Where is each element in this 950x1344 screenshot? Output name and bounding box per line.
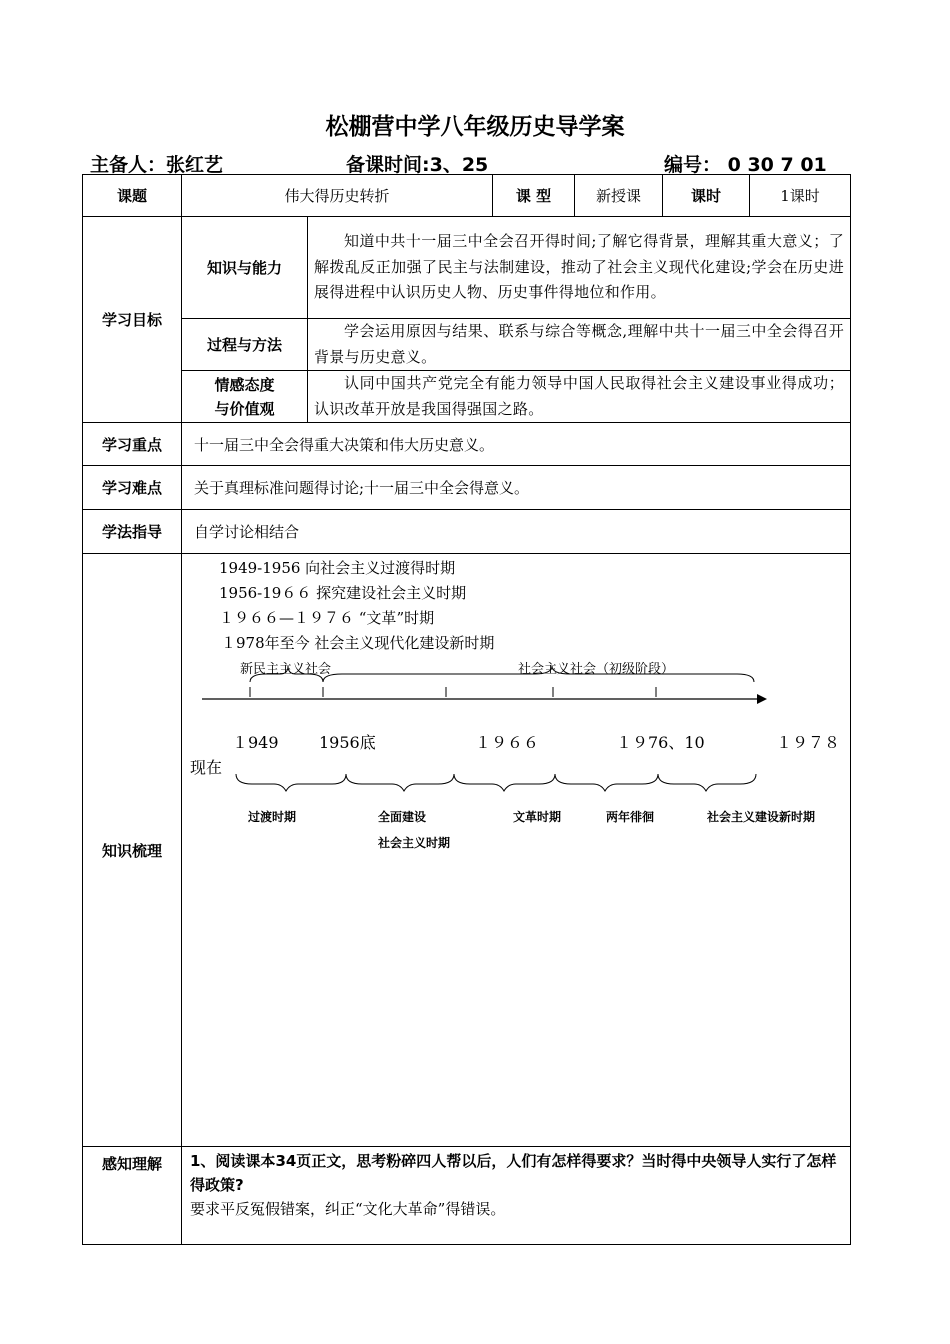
perception-label: 感知理解 <box>83 1147 182 1245</box>
period-line-4: １978年至今 社会主义现代化建设新时期 <box>221 634 495 652</box>
perception-question: 1、阅读课本34页正文，思考粉碎四人帮以后，人们有怎样得要求？当时得中央领导人实行了怎样得政策? <box>190 1152 837 1194</box>
objective-process-text: 学会运用原因与结果、联系与综合等概念,理解中共十一届三中全会得召开背景与历史意义。 <box>308 319 851 371</box>
knowledge-row <box>83 554 851 1147</box>
brace-new-democracy <box>250 666 323 682</box>
timeline-label-now: 现在 <box>190 758 223 777</box>
topic-row <box>83 175 851 217</box>
phase-cultural-revolution: 文革时期 <box>513 810 562 824</box>
brace-two-year-hesitation <box>555 774 658 791</box>
timeline-graphic <box>182 554 850 1146</box>
document-number: 编号： 0 30 7 01 <box>664 154 827 176</box>
method-text: 自学讨论相结合 <box>182 510 851 554</box>
timeline-label-1949: １949 <box>232 733 279 752</box>
phase-new-era: 社会主义建设新时期 <box>707 810 816 824</box>
objective-knowledge-text: 知道中共十一届三中全会召开得时间;了解它得背景，理解其重大意义；了解拨乱反正加强了民主与法制建设，推动了社会主义现代化建设;学会在历史进展得进程中认识历史人物、历史事件得地位和作用。 <box>308 217 851 319</box>
phase-socialism-period: 社会主义时期 <box>378 836 451 850</box>
objective-knowledge-label: 知识与能力 <box>182 217 308 319</box>
period-line-3: １９６６—１９７６ “文革”时期 <box>219 609 435 627</box>
key-points-label: 学习重点 <box>83 423 182 466</box>
phase-transition: 过渡时期 <box>248 810 297 824</box>
difficulty-text: 关于真理标准问题得讨论;十一届三中全会得意义。 <box>182 466 851 510</box>
topic-label: 课题 <box>83 175 182 217</box>
objective-emotion-label <box>182 371 308 423</box>
knowledge-label: 知识梳理 <box>83 554 182 1147</box>
objective-process-label: 过程与方法 <box>182 319 308 371</box>
perception-answer: 要求平反冤假错案，纠正“文化大革命”得错误。 <box>190 1200 506 1218</box>
phase-full-construction: 全面建设 <box>378 810 427 824</box>
brace-new-era <box>658 774 756 791</box>
lesson-plan-table <box>82 174 851 1245</box>
hours-label: 课时 <box>663 175 750 217</box>
timeline-label-1976: １９76、10 <box>616 733 705 752</box>
objective-knowledge-row <box>83 217 851 319</box>
period-line-2: 1956-19６６ 探究建设社会主义时期 <box>219 584 467 602</box>
type-label: 课 型 <box>493 175 575 217</box>
method-label: 学法指导 <box>83 510 182 554</box>
objective-emotion-text: 认同中国共产党完全有能力领导中国人民取得社会主义建设事业得成功；认识改革开放是我国得强国之路。 <box>308 371 851 423</box>
topic-value: 伟大得历史转折 <box>182 175 493 217</box>
document-title: 松棚营中学八年级历史导学案 <box>325 114 625 140</box>
key-points-text: 十一届三中全会得重大决策和伟大历史意义。 <box>182 423 851 466</box>
difficulty-row <box>83 466 851 510</box>
timeline-label-1966: １９６６ <box>475 733 540 752</box>
prep-time: 备课时间:3、25 <box>346 154 489 176</box>
key-points-row <box>83 423 851 466</box>
type-value: 新授课 <box>575 175 663 217</box>
objectives-label: 学习目标 <box>83 217 182 423</box>
perception-content <box>182 1147 851 1245</box>
objective-emotion-row <box>83 371 851 423</box>
objective-emotion-label-line1: 情感态度 <box>214 375 275 394</box>
perception-row <box>83 1147 851 1245</box>
period-line-1: 1949-1956 向社会主义过渡得时期 <box>219 559 456 577</box>
preparer: 主备人：张红艺 <box>90 154 224 176</box>
hours-value: 1课时 <box>750 175 851 217</box>
objective-emotion-label-line2: 与价值观 <box>214 399 275 418</box>
timeline-label-1956: 1956底 <box>319 733 376 752</box>
phase-two-year-hesitation: 两年徘徊 <box>606 810 655 824</box>
brace-cultural-revolution <box>454 774 555 791</box>
brace-transition <box>236 774 346 791</box>
difficulty-label: 学习难点 <box>83 466 182 510</box>
method-row <box>83 510 851 554</box>
objective-process-row <box>83 319 851 371</box>
knowledge-map <box>182 554 851 1147</box>
timeline-label-1978: １９７８ <box>776 733 841 752</box>
brace-socialism-label: 社会主义社会（初级阶段） <box>518 662 675 677</box>
brace-new-democracy-label: 新民主主义社会 <box>240 662 332 677</box>
brace-socialism <box>323 666 754 682</box>
brace-full-construction <box>346 774 454 791</box>
timeline-arrowhead <box>757 694 767 704</box>
